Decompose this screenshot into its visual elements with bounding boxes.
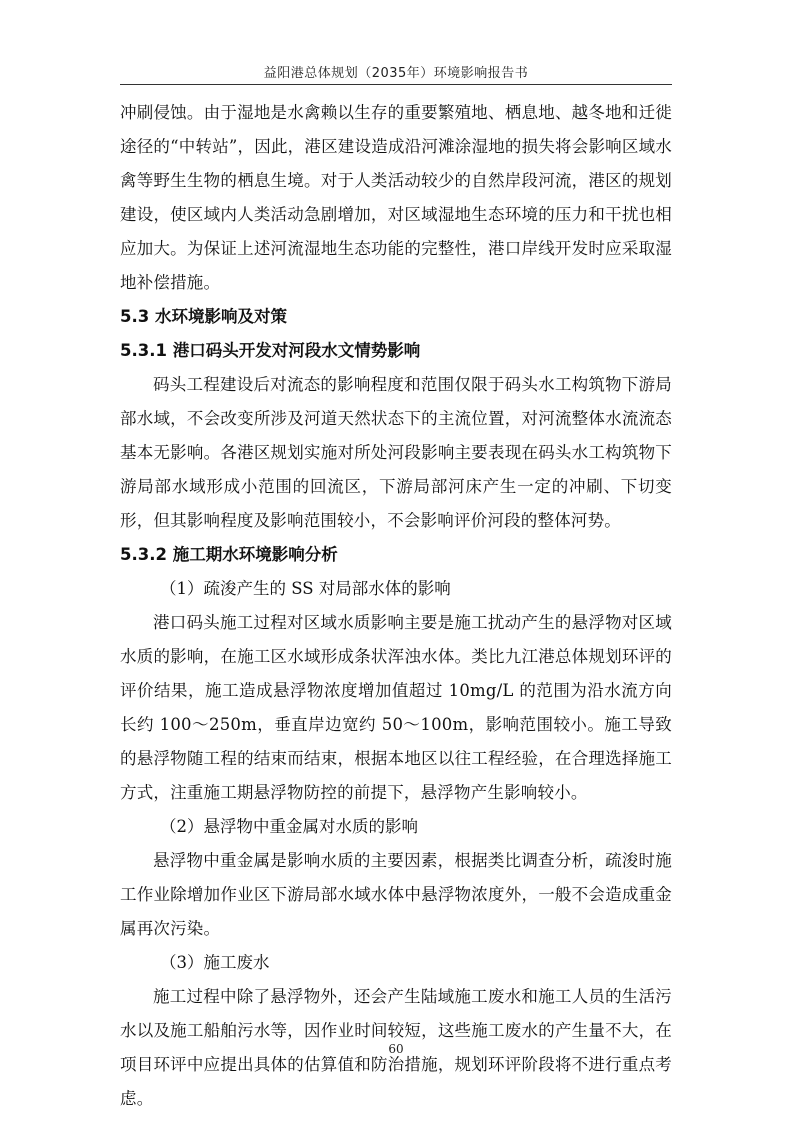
header-divider: [120, 84, 672, 85]
running-header: 益阳港总体规划（2035年）环境影响报告书: [263, 66, 529, 81]
page-number: 60: [388, 1042, 404, 1056]
paragraph-hydrology: 码头工程建设后对流态的影响程度和范围仅限于码头水工构筑物下游局部水域，不会改变所涉及河道天然状态下的主流位置，对河流整体水流流态基本无影响。各港区规划实施对所处河段影响主要表现在码头水工构筑物下游局部水域形成小范围的回流区，下游局部河床产生一定的冲刷、下切变形，但其影响程度及影响范围较小，不会影响评价河段的整体河势。: [120, 375, 672, 530]
section-heading-5-3: 5.3 水环境影响及对策: [120, 307, 287, 326]
subheading-heavy-metals: （2）悬浮物中重金属对水质的影响: [160, 817, 418, 836]
paragraph-wetland: 冲刷侵蚀。由于湿地是水禽赖以生存的重要繁殖地、栖息地、越冬地和迁徙途径的“中转站”，因此，港区建设造成沿河滩涂湿地的损失将会影响区域水禽等野生生物的栖息生境。对于人类活动较少的自然岸段河流，港区的规划建设，使区域内人类活动急剧增加，对区域湿地生态环境的压力和干扰也相应加大。为保证上述河流湿地生态功能的完整性，港口岸线开发时应采取湿地补偿措施。: [120, 103, 672, 292]
paragraph-suspended-solids: 港口码头施工过程对区域水质影响主要是施工扰动产生的悬浮物对区域水质的影响，在施工区水域形成条状浑浊水体。类比九江港总体规划环评的评价结果，施工造成悬浮物浓度增加值超过 10mg/L 的范围为沿水流方向长约 100～250m，垂直岸边宽约 50～100m，影响范围较小。施工导致的悬浮物随工程的结束而结束，根据本地区以往工程经验，在合理选择施工方式，注重施工期悬浮物防控的前提下，悬浮物产生影响较小。: [120, 613, 672, 802]
paragraph-heavy-metals: 悬浮物中重金属是影响水质的主要因素，根据类比调查分析，疏浚时施工作业除增加作业区下游局部水域水体中悬浮物浓度外，一般不会造成重金属再次污染。: [120, 851, 672, 938]
page-body: [120, 96, 672, 1116]
paragraph-construction-wastewater: 施工过程中除了悬浮物外，还会产生陆域施工废水和施工人员的生活污水以及施工船舶污水等，因作业时间较短，这些施工废水的产生量不大，在项目环评中应提出具体的估算值和防治措施，规划环评阶段将不进行重点考虑。: [120, 987, 672, 1108]
subheading-dredging-ss: （1）疏浚产生的 SS 对局部水体的影响: [160, 579, 451, 598]
subheading-construction-wastewater: （3）施工废水: [160, 953, 270, 972]
section-heading-5-3-1: 5.3.1 港口码头开发对河段水文情势影响: [120, 341, 421, 360]
section-heading-5-3-2: 5.3.2 施工期水环境影响分析: [120, 545, 338, 564]
